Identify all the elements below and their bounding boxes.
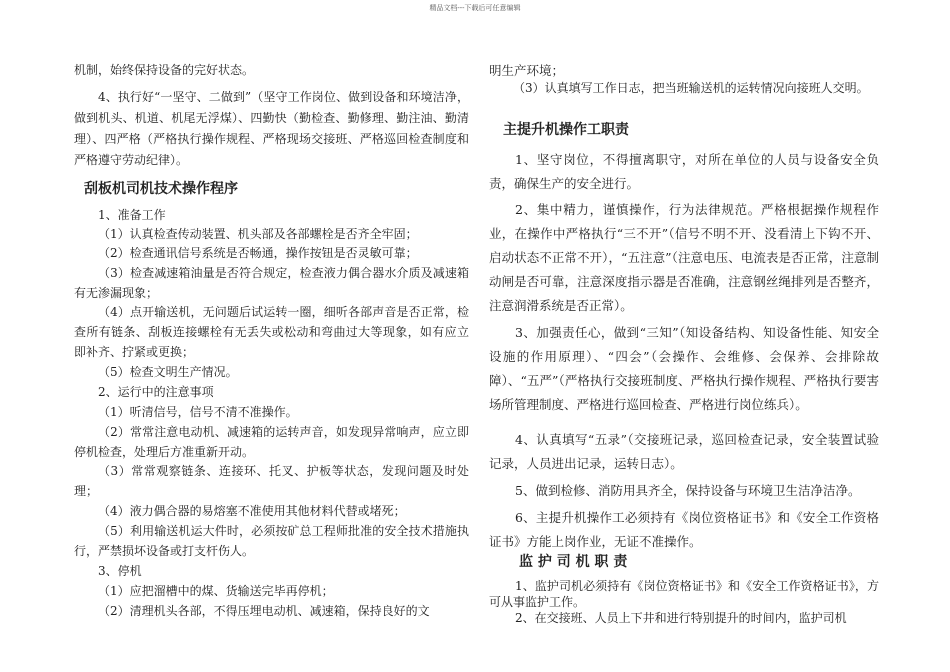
paragraph-mechanism: 机制，始终保持设备的完好状态。 <box>74 63 255 77</box>
step-3-2: （2）清理机头各部，不得压埋电动机、减速箱，保持良好的文 <box>98 604 430 618</box>
hoist-duty-6: 6、主提升机操作工必须持有《岗位资格证书》和《安全工作资格证书》方能上岗作业，无证不准操作。 <box>489 510 879 549</box>
step-1-1: （1）认真检查传动装置、机头部及各部螺栓是否齐全牢固； <box>98 227 418 241</box>
hoist-duty-4: 4、认真填写“五录”（交接班记录，巡回检查记录，安全装置试验记录，人员进出记录，运转日志）。 <box>489 432 879 471</box>
step-2-2: （2）常常注意电动机、减速箱的运转声音，如发现异常响声，应立即停机检查，处理后方准重新开动。 <box>74 425 469 459</box>
step-1-5: （5）检查文明生产情况。 <box>98 365 238 379</box>
sub-heading-stop: 3、停机 <box>98 564 142 578</box>
monitor-duty-2: 2、在交接班、人员上下井和进行特别提升的时间内，监护司机 <box>515 611 847 625</box>
section-title-hoist: 主提升机操作工职责 <box>503 122 629 138</box>
monitor-duty-1: 1、监护司机必须持有《岗位资格证书》和《安全工作资格证书》，方可从事监护工作。 <box>489 579 879 609</box>
step-1-4: （4）点开输送机，无问题后试运转一圈，细听各部声音是否正常，检查所有链条、刮板连接螺栓有无丢失或松动和弯曲过大等现象，如有应立即补齐、拧紧或更换； <box>74 305 469 359</box>
step-2-4: （4）液力偶合器的易熔塞不准使用其他材料代替或堵死； <box>98 504 406 518</box>
hoist-duty-5: 5、做到检修、消防用具齐全，保持设备与环境卫生洁净洁净。 <box>515 483 861 498</box>
section-title-monitor: 监 护 司 机 职 责 <box>519 554 628 570</box>
sub-heading-prepare: 1、准备工作 <box>98 208 166 222</box>
step-2-1: （1）听清信号，信号不清不准操作。 <box>98 405 298 419</box>
sub-heading-running: 2、运行中的注意事项 <box>98 385 214 399</box>
hoist-duty-1: 1、坚守岗位，不得擅离职守，对所在单位的人员与设备安全负责，确保生产的安全进行。 <box>489 152 879 191</box>
section-title-scraper: 刮板机司机技术操作程序 <box>84 181 238 197</box>
step-2-3: （3）常常观察链条、连接环、托叉、护板等状态，发现问题及时处理； <box>74 464 469 498</box>
paragraph-work-log: （3）认真填写工作日志，把当班输送机的运转情况向接班人交明。 <box>513 81 869 95</box>
paragraph-execute: 4、执行好“一坚守、二做到”（坚守工作岗位、做到设备和环境洁净，做到机头、机道、机尾无浮煤）、四勤快（勤检查、勤修理、勤注油、勤清理）、四严格（严格执行操作规程、严格现场交接班、严格巡回检查制度和严格遵守劳动纪律）。 <box>74 90 469 167</box>
page-header: 精品文档---下载后可任意编辑 <box>429 4 521 12</box>
step-1-3: （3）检查减速箱油量是否符合规定，检查液力偶合器水介质及减速箱有无渗漏现象； <box>74 266 469 300</box>
paragraph-continued: 明生产环境； <box>489 63 565 78</box>
hoist-duty-2: 2、集中精力，谨慎操作，行为法律规范。严格根据操作规程作业，在操作中严格执行“三不开”（信号不明不开、没看清上下钩不开、启动状态不正常不开），“五注意”（注意电压、电流表是否正常，注意制动闸是否可靠，注意深度指示器是否准确，注意钢丝绳排列是否整齐，注意润滑系统是否正常）。 <box>489 202 879 313</box>
step-1-2: （2）检查通讯信号系统是否畅通，操作按钮是否灵敏可靠； <box>98 246 418 260</box>
hoist-duty-3: 3、加强责任心，做到“三知”（知设备结构、知设备性能、知安全设施的作用原理）、“四会”（会操作、会维修、会保养、会排除故障）、“五严”（严格执行交接班制度、严格执行操作规程、严格执行要害场所管理制度、严格进行巡回检查、严格进行岗位练兵）。 <box>489 325 879 412</box>
step-3-1: （1）应把溜槽中的煤、货输送完毕再停机； <box>98 584 334 598</box>
step-2-5: （5）利用输送机运大件时，必须按矿总工程师批准的安全技术措施执行，严禁损坏设备或打支杆伤人。 <box>74 524 469 558</box>
